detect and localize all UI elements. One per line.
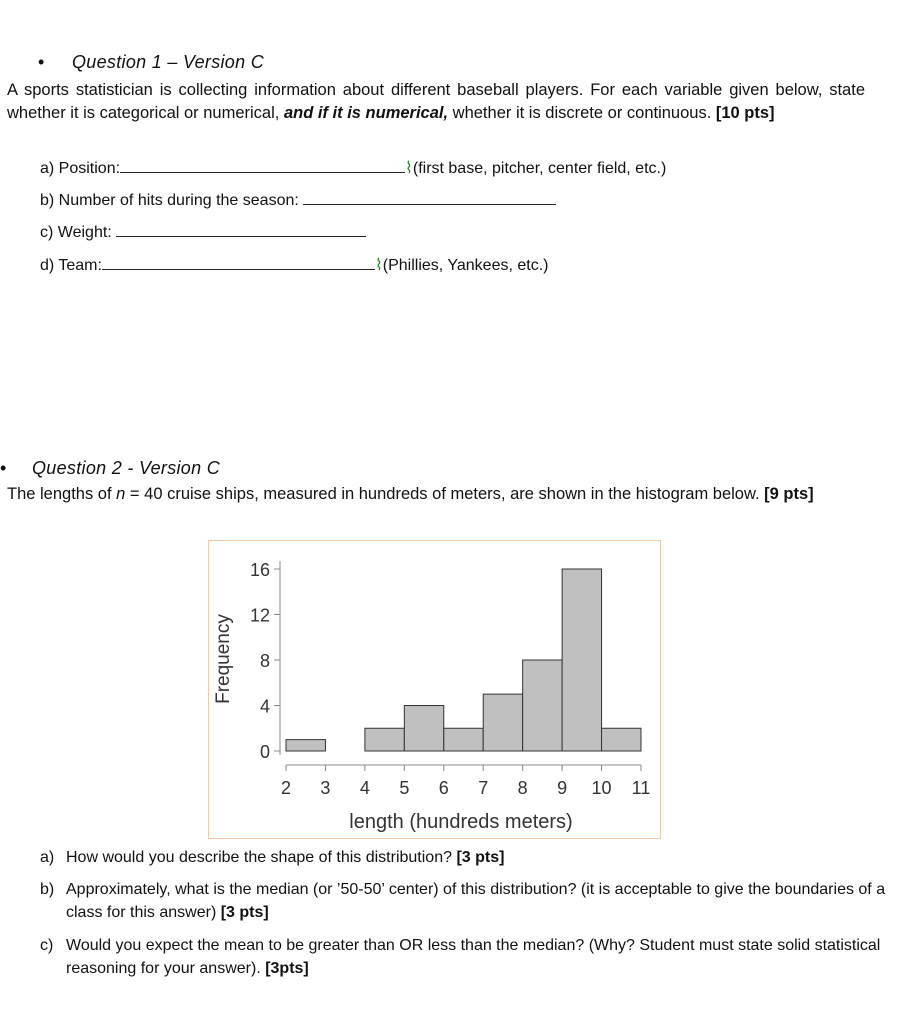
q2-question-a-points: [3 pts] [456, 849, 505, 866]
x-tick-label: 2 [280, 778, 292, 798]
x-tick-label: 8 [517, 778, 528, 798]
q2-question-c-text: Would you expect the mean to be greater than OR less than the median? (Why? Student must state solid statistical reasoning for your answer). [66, 937, 881, 977]
q2-question-b-label: b) [40, 881, 55, 898]
spellcheck-squiggle-icon: ⌇ [374, 257, 383, 274]
x-tick-label: 5 [399, 778, 410, 798]
x-tick-label: 3 [320, 778, 331, 798]
q2-question-a [40, 846, 868, 869]
x-tick-label: 7 [478, 778, 489, 798]
q2-intro-text-1: The lengths of [7, 485, 117, 503]
y-tick-label: 8 [259, 651, 270, 671]
q1-item-c [40, 222, 366, 242]
q1-title: Question 1 – Version C [72, 52, 265, 72]
y-axis-label: Frequency [213, 614, 234, 704]
y-tick-label: 4 [259, 696, 270, 717]
q1-item-d-note: (Phillies, Yankees, etc.) [382, 257, 549, 274]
q2-intro-points: [9 pts] [764, 485, 814, 503]
q2-question-c-points: [3pts] [265, 960, 309, 977]
q1-item-a-note: (first base, pitcher, center field, etc.) [412, 160, 667, 177]
x-tick-label: 11 [631, 778, 651, 798]
spellcheck-squiggle-icon: ⌇ [405, 160, 413, 177]
histogram-bar [365, 728, 404, 751]
x-tick-label: 10 [591, 778, 612, 798]
histogram-bar [444, 728, 483, 751]
q2-bullet: • [0, 458, 7, 478]
x-tick-label: 9 [557, 778, 568, 798]
q2-intro-text-2: = 40 cruise ships, measured in hundreds of meters, are shown in the histogram below. [125, 485, 765, 503]
q1-intro-points: [10 pts] [715, 104, 775, 122]
q1-intro-emphasis: and if it is numerical, [283, 104, 449, 122]
q1-item-a [40, 158, 666, 178]
q2-intro [7, 483, 865, 506]
q1-item-c-label: c) Weight: [40, 224, 112, 241]
histogram-bar [483, 694, 522, 751]
q1-item-d [40, 255, 548, 275]
q2-question-b-points: [3 pts] [220, 904, 269, 921]
q2-question-b [40, 878, 894, 924]
q1-item-a-answer-blank[interactable] [120, 158, 405, 173]
q2-question-c [40, 934, 894, 980]
q1-item-d-label: d) Team: [40, 257, 102, 274]
q1-intro-text-2: whether it is discrete or continuous. [448, 104, 716, 122]
x-tick-label: 6 [438, 778, 449, 798]
q1-item-b-label: b) Number of hits during the season: [40, 192, 299, 209]
histogram-figure [208, 540, 661, 839]
q1-intro-text-1: A sports statistician is collecting information about different baseball players. For each variable given below, state whether it is categorical or numerical, [7, 81, 865, 122]
y-tick-label: 12 [249, 605, 270, 626]
q1-item-b [40, 190, 556, 210]
q1-item-b-answer-blank[interactable] [303, 190, 556, 205]
histogram-chart [209, 541, 660, 838]
q2-question-a-label: a) [40, 849, 55, 866]
q2-question-c-label: c) [40, 937, 54, 954]
q1-item-a-label: a) Position: [40, 160, 121, 177]
x-tick-label: 4 [359, 778, 370, 798]
q2-question-a-text: How would you describe the shape of this distribution? [66, 849, 457, 866]
q2-intro-n: n [116, 485, 126, 503]
q1-item-c-answer-blank[interactable] [116, 222, 366, 237]
q2-title: Question 2 - Version C [32, 458, 221, 478]
q2-question-b-text: Approximately, what is the median (or ’50-50’ center) of this distribution? (it is acceptable to give the boundaries of a class for this answer) [66, 881, 886, 921]
histogram-bar [404, 706, 443, 752]
q1-bullet: • [38, 52, 45, 72]
x-axis-label: length (hundreds meters) [349, 811, 573, 833]
y-tick-label: 0 [259, 742, 270, 762]
q1-intro [7, 79, 865, 125]
q1-item-d-answer-blank[interactable] [102, 255, 375, 270]
histogram-bar [562, 569, 601, 751]
histogram-bar [523, 660, 562, 751]
histogram-bar [286, 740, 325, 751]
y-tick-label: 16 [249, 560, 270, 580]
histogram-bar [602, 728, 641, 751]
